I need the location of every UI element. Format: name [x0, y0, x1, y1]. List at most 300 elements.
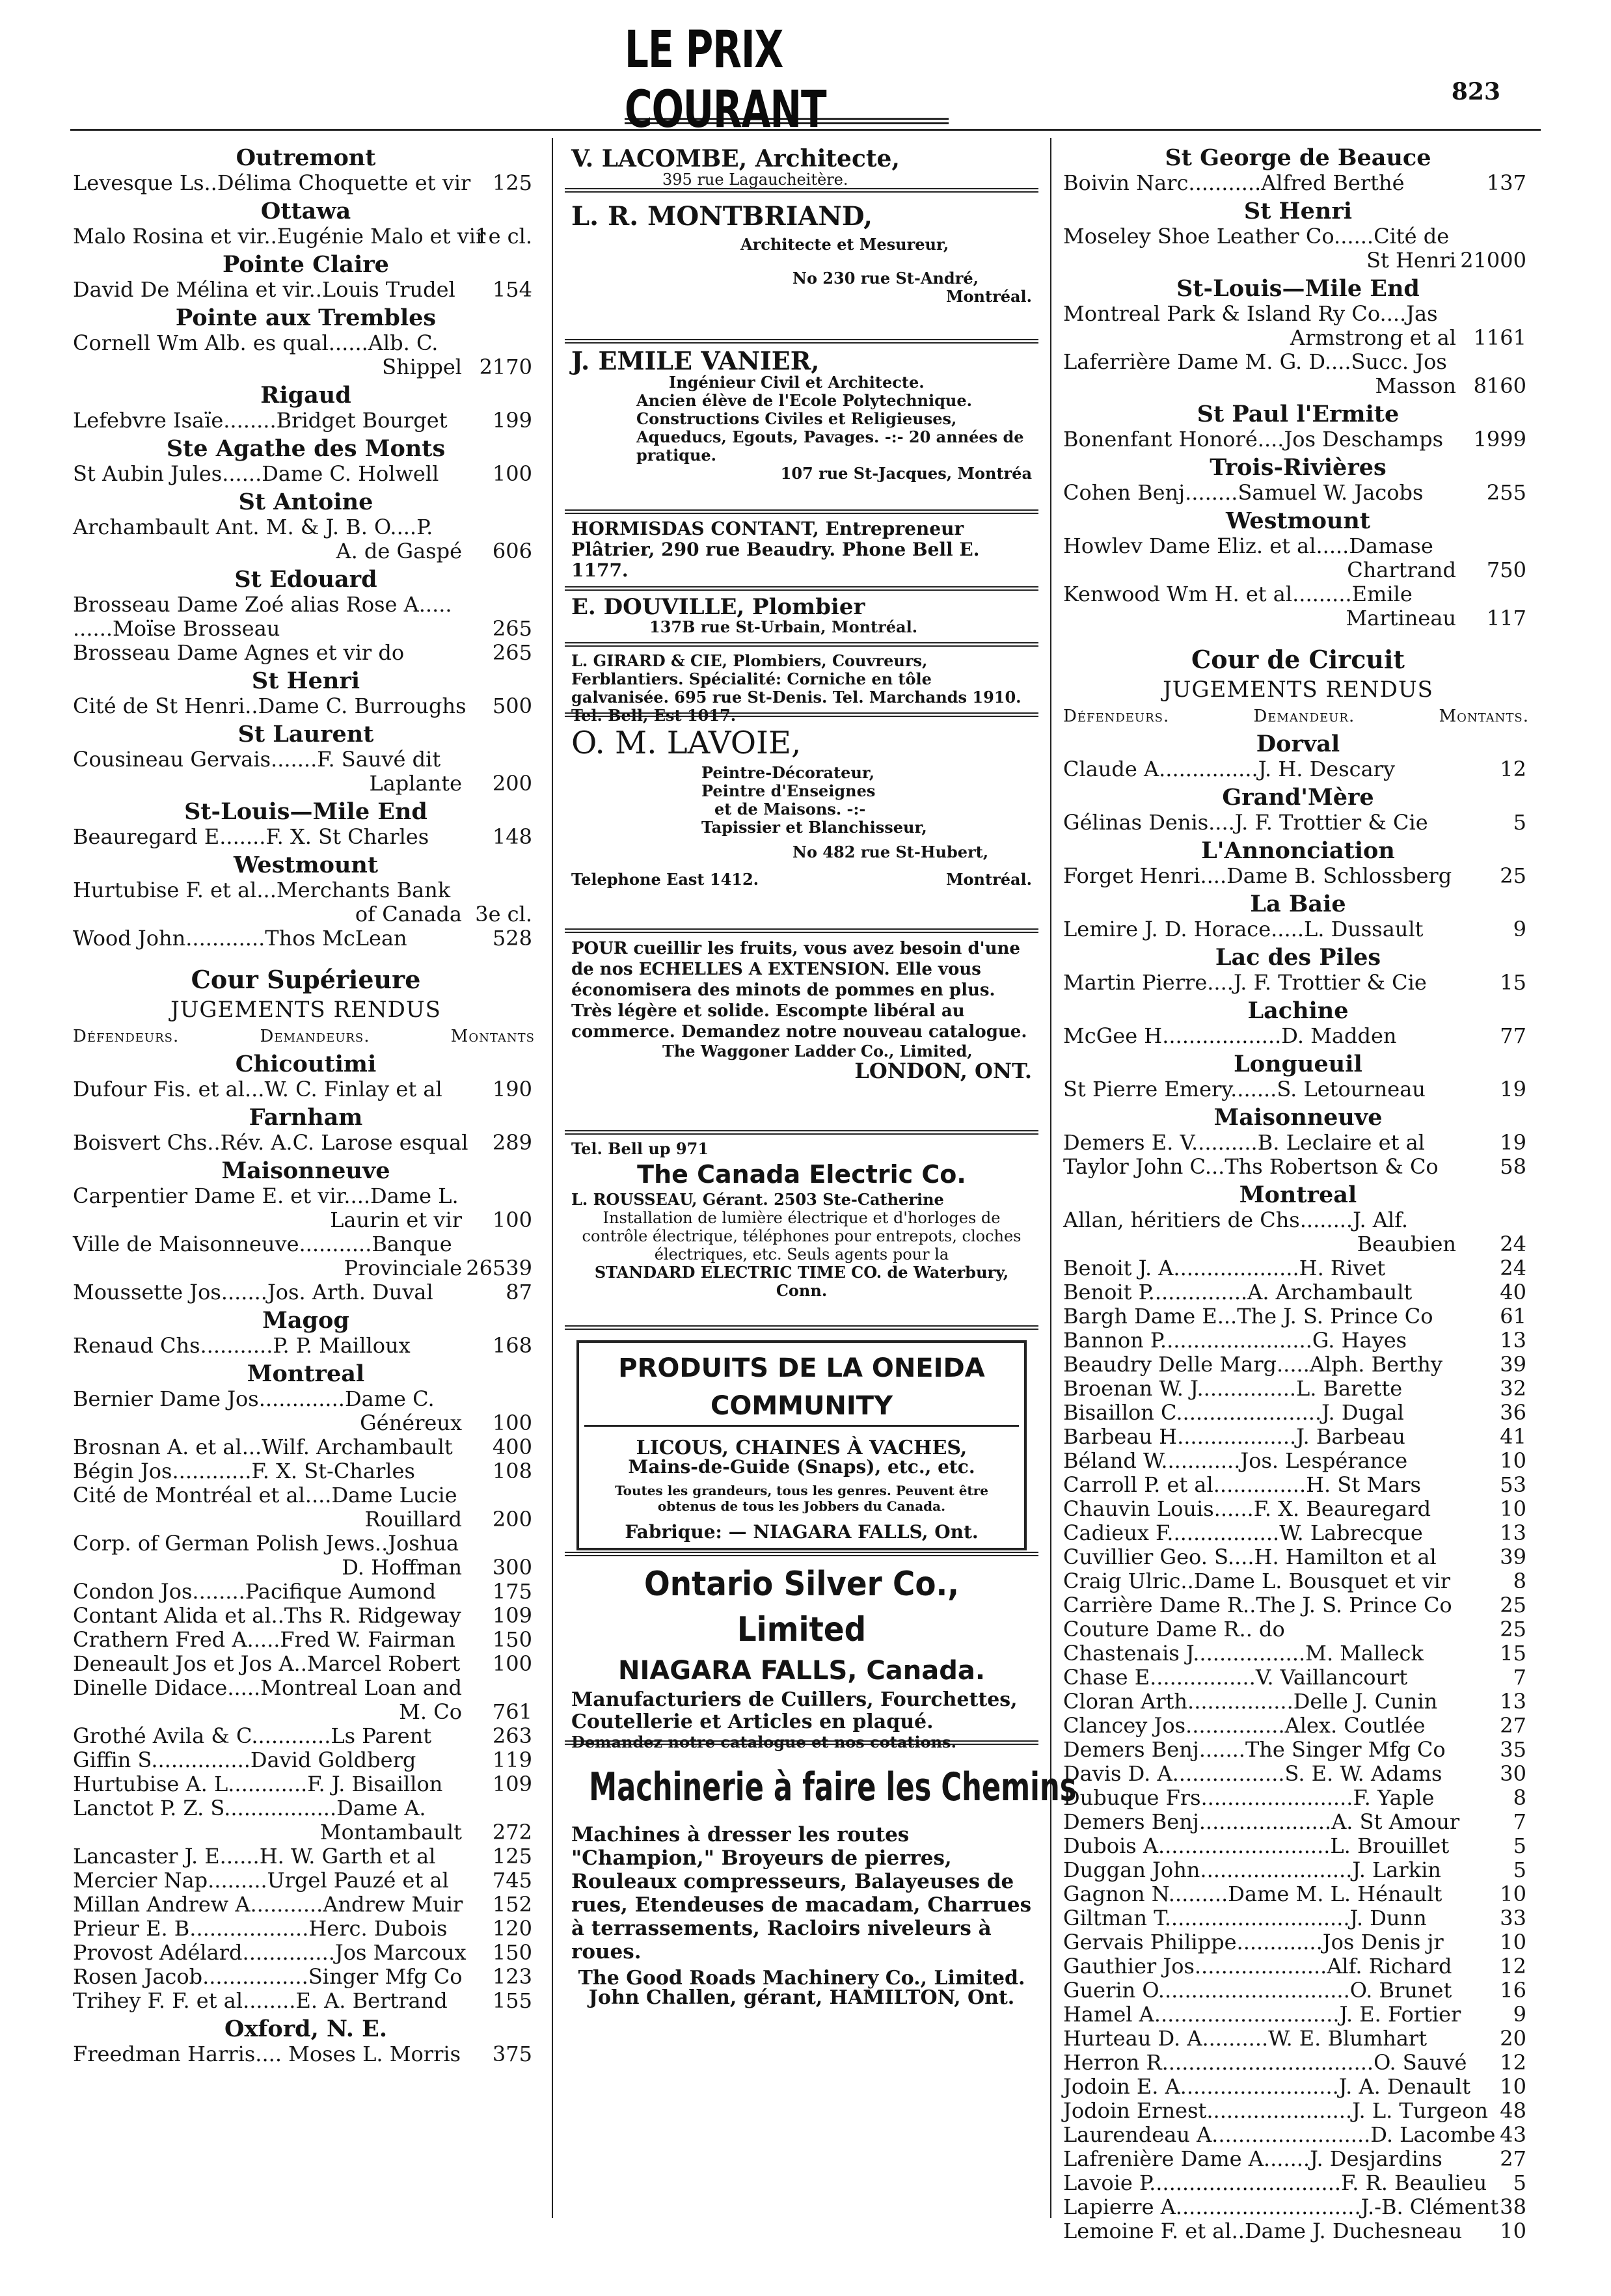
amount: 528: [492, 926, 532, 951]
parties-text: Bisaillon C......................J. Dugal: [1063, 1400, 1404, 1425]
ad-lacombe: [565, 142, 1038, 193]
ad-montbriand-city: Montréal.: [945, 287, 1032, 306]
ad-silver-text: Manufacturiers de Cuillers, Fourchettes, Coutellerie et Articles en plaqué.: [571, 1688, 1018, 1733]
parties-text: Laferrière Dame M. G. D....Succ. Jos: [1063, 349, 1447, 374]
amount: 200: [492, 1507, 532, 1532]
judgment-row: [1063, 864, 1533, 888]
judgment-row: [1063, 1762, 1533, 1786]
parties-text: Demers Benj....................A. St Amour: [1063, 1809, 1460, 1834]
judgment-row-continuation: [73, 1556, 539, 1580]
section-subtitle: JUGEMENTS RENDUS: [170, 997, 441, 1023]
parties-text: Craig Ulric..Dame L. Bousquet et vir: [1063, 1569, 1450, 1593]
judgment-row-continuation: [1063, 326, 1533, 350]
parties-text: Laplante: [369, 771, 462, 796]
amount: 108: [492, 1459, 532, 1483]
judgment-row: [1063, 1714, 1533, 1738]
amount: 100: [492, 1411, 532, 1435]
amount: 10: [1500, 1930, 1526, 1954]
ad-lavoie-name: O. M. LAVOIE,: [571, 725, 802, 761]
ad-ladder-text: POUR cueillir les fruits, vous avez besoin d'une de nos ECHELLES A EXTENSION. Elle vous économisera des minots de pommes en plus. Très légère et solide. Escompte libéral au commerce. Demandez notre nouveau catalogue.: [571, 939, 1027, 1042]
parties-text: Rosen Jacob................Singer Mfg Co: [73, 1964, 463, 1989]
parties-text: Dubois A..........................L. Brouillet: [1063, 1833, 1450, 1858]
parties-text: Gélinas Denis....J. F. Trottier & Cie: [1063, 810, 1428, 835]
locality-heading: Dorval: [1256, 731, 1340, 757]
ad-roads-company: The Good Roads Machinery Co., Limited.: [578, 1967, 1025, 1990]
parties-text: Duggan John.......................J. Larkin: [1063, 1857, 1441, 1882]
judgment-row: [1063, 2075, 1533, 2099]
parties-text: Boivin Narc...........Alfred Berthé: [1063, 170, 1405, 195]
parties-text: Freedman Harris.... Moses L. Morris: [73, 2042, 461, 2066]
amount: 21000: [1460, 248, 1526, 273]
parties-text: Grothé Avila & C............Ls Parent: [73, 1723, 432, 1748]
judgment-row: [1063, 1545, 1533, 1569]
judgment-row: [73, 2042, 539, 2066]
locality-heading: St Henri: [1243, 198, 1353, 224]
judgments-list-cour-de-circuit: [1063, 731, 1533, 2243]
amount: 125: [492, 170, 532, 195]
amount: 19: [1500, 1077, 1526, 1101]
judgment-row: [73, 331, 539, 355]
amount: 100: [492, 1651, 532, 1676]
parties-text: Boisvert Chs..Rév. A.C. Larose esqual: [73, 1130, 468, 1155]
column-divider: [552, 138, 553, 2218]
parties-text: Lefebvre Isaïe........Bridget Bourget: [73, 408, 448, 433]
locality-heading: Trois-Rivières: [1210, 454, 1387, 481]
amount: 24: [1500, 1256, 1526, 1280]
judgment-row: [1063, 1425, 1533, 1449]
amount: 7: [1513, 1809, 1526, 1834]
amount: 87: [506, 1280, 532, 1304]
ad-lavoie-phone: Telephone East 1412.: [571, 870, 759, 889]
amount: 761: [492, 1699, 532, 1724]
parties-text: Carroll P. et al..............H. St Mars: [1063, 1472, 1421, 1497]
amount: 152: [492, 1892, 532, 1917]
judgment-row-continuation: [73, 902, 539, 926]
judgment-row: [1063, 1858, 1533, 1882]
amount: 109: [492, 1772, 532, 1796]
ad-roads-text: Machines à dresser les routes "Champion," Broyeurs de pierres, Rouleaux compresseurs, Balayeuses de rues, Etendeuses de macadam, Charrues à terrassements, Racloirs niveleurs à roues.: [571, 1823, 1032, 1964]
judgment-row: [73, 1628, 539, 1652]
judgment-row: [1063, 224, 1533, 249]
locality-heading: St Paul l'Ermite: [1197, 401, 1400, 427]
parties-text: Clancey Jos...............Alex. Coutlée: [1063, 1713, 1426, 1738]
judgment-row: [73, 748, 539, 772]
ad-oneida-line3: Toutes les grandeurs, tous les genres. Peuvent être obtenus de tous les Jobbers du Canada.: [615, 1483, 988, 1514]
judgment-row: [1063, 2219, 1533, 2243]
judgment-row: [1063, 1666, 1533, 1690]
ad-contant-text: HORMISDAS CONTANT, Entrepreneur Plâtrier, 290 rue Beaudry. Phone Bell E. 1177.: [571, 517, 980, 581]
ad-ladder-company: The Waggoner Ladder Co., Limited,: [662, 1042, 973, 1060]
parties-text: Condon Jos........Pacifique Aumond: [73, 1579, 437, 1604]
amount: 272: [492, 1820, 532, 1844]
amount: 10: [1500, 2219, 1526, 2243]
judgment-row: [1063, 1738, 1533, 1762]
parties-text: Demers Benj.......The Singer Mfg Co: [1063, 1737, 1446, 1762]
ad-montbriand-title: Architecte et Mesureur,: [740, 235, 949, 254]
amount: 3e cl.: [475, 902, 532, 926]
amount: 10: [1500, 2074, 1526, 2099]
judgment-row: [1063, 1329, 1533, 1353]
parties-text: Bargh Dame E...The J. S. Prince Co: [1063, 1304, 1433, 1329]
parties-text: Brosnan A. et al...Wilf. Archambault: [73, 1435, 453, 1459]
ad-silver-cta: Demandez notre catalogue et nos cotations.: [571, 1733, 956, 1751]
judgment-row: [1063, 1449, 1533, 1473]
amount: 8: [1513, 1569, 1526, 1593]
parties-text: M. Co: [399, 1699, 462, 1724]
parties-text: Cousineau Gervais.......F. Sauvé dit: [73, 747, 441, 772]
parties-text: Chauvin Louis......F. X. Beauregard: [1063, 1496, 1431, 1521]
judgment-row: [73, 1676, 539, 1700]
parties-text: Dinelle Didace.....Montreal Loan and: [73, 1675, 462, 1700]
amount: 150: [492, 1627, 532, 1652]
parties-text: Corp. of German Polish Jews..Joshua: [73, 1531, 459, 1556]
parties-text: Lafrenière Dame A.......J. Desjardins: [1063, 2146, 1442, 2171]
judgment-row: [1063, 1256, 1533, 1280]
judgment-row-continuation: [73, 1507, 539, 1532]
judgment-row: [73, 1989, 539, 2013]
amount: 12: [1500, 2050, 1526, 2075]
judgment-row: [73, 1334, 539, 1358]
judgment-row: [1063, 1155, 1533, 1179]
amount: 120: [492, 1916, 532, 1941]
parties-text: St Aubin Jules......Dame C. Holwell: [73, 461, 439, 486]
parties-text: Barbeau H..................J. Barbeau: [1063, 1424, 1405, 1449]
amount: 53: [1500, 1472, 1526, 1497]
judgment-row: [73, 1965, 539, 1989]
parties-text: Béland W............Jos. Lespérance: [1063, 1448, 1408, 1473]
parties-text: Bannon P.......................G. Hayes: [1063, 1328, 1407, 1353]
amount: 41: [1500, 1424, 1526, 1449]
locality-heading: Oxford, N. E.: [224, 2016, 388, 2042]
locality-heading: Montreal: [247, 1360, 365, 1387]
judgment-row: [73, 1772, 539, 1796]
section-title-cour-superieure: Cour Supérieure: [191, 965, 421, 994]
judgment-row: [1063, 481, 1533, 505]
parties-text: Moussette Jos.......Jos. Arth. Duval: [73, 1280, 433, 1304]
parties-text: Mercier Nap.........Urgel Pauzé et al: [73, 1868, 449, 1893]
judgment-row: [73, 515, 539, 539]
ad-oneida: [565, 1330, 1038, 1556]
locality-heading: St Edouard: [234, 566, 377, 593]
parties-text: Cloran Arth................Delle J. Cunin: [1063, 1689, 1438, 1714]
parties-text: Bonenfant Honoré....Jos Deschamps: [1063, 427, 1444, 452]
judgment-row-continuation: [73, 1256, 539, 1280]
amount: 400: [492, 1435, 532, 1459]
judgment-row: [73, 617, 539, 641]
parties-text: Hamel A............................J. E. Fortier: [1063, 2002, 1461, 2027]
amount: 606: [492, 539, 532, 563]
judgment-row: [1063, 2099, 1533, 2123]
judgment-row: [73, 1917, 539, 1941]
parties-text: Chase E................V. Vaillancourt: [1063, 1665, 1408, 1690]
judgment-row: [1063, 2171, 1533, 2195]
parties-text: Chastenais J.................M. Malleck: [1063, 1641, 1424, 1666]
parties-text: Benoit P...............A. Archambault: [1063, 1280, 1413, 1304]
parties-text: St Henri: [1366, 248, 1456, 273]
parties-text: Martineau: [1346, 606, 1456, 630]
ad-vanier-name: J. EMILE VANIER,: [571, 346, 820, 375]
amount: 33: [1500, 1906, 1526, 1930]
judgment-row: [1063, 811, 1533, 835]
parties-text: Lanctot P. Z. S.................Dame A.: [73, 1796, 426, 1820]
ad-lavoie-city: Montréal.: [945, 870, 1032, 889]
judgment-row: [73, 1604, 539, 1628]
parties-text: Deneault Jos et Jos A..Marcel Robert: [73, 1651, 461, 1676]
amount: 100: [492, 461, 532, 486]
amount: 155: [492, 1988, 532, 2013]
judgment-row: [73, 1580, 539, 1604]
parties-text: Moseley Shoe Leather Co......Cité de: [1063, 224, 1450, 249]
ad-lavoie-footer: [571, 871, 1032, 889]
parties-text: D. Hoffman: [342, 1555, 462, 1580]
parties-text: Claude A...............J. H. Descary: [1063, 757, 1396, 781]
parties-text: Laurendeau A........................D. Lacombe: [1063, 2122, 1496, 2147]
ad-douville-name: E. DOUVILLE, Plombier: [571, 594, 865, 620]
amount: 25: [1500, 1617, 1526, 1641]
left-column: [73, 142, 539, 2066]
locality-heading: Ste Agathe des Monts: [166, 435, 446, 462]
parties-text: Provinciale: [344, 1256, 462, 1280]
amount: 40: [1500, 1280, 1526, 1304]
judgment-row: [1063, 1834, 1533, 1858]
heading-defendeurs: Défendeurs.: [73, 1027, 180, 1046]
parties-text: Couture Dame R.. do: [1063, 1617, 1285, 1641]
parties-text: Prieur E. B..................Herc. Dubois: [73, 1916, 448, 1941]
ad-oneida-title: PRODUITS DE LA ONEIDA COMMUNITY: [584, 1349, 1019, 1427]
parties-text: Trihey F. F. et al........E. A. Bertrand: [73, 1988, 448, 2013]
parties-text: Giltman T............................J. Dunn: [1063, 1906, 1427, 1930]
judgment-row: [1063, 2195, 1533, 2219]
judgment-row-continuation: [1063, 606, 1533, 630]
parties-text: Contant Alida et al..Ths R. Ridgeway: [73, 1603, 461, 1628]
parties-text: Shippel: [382, 355, 462, 379]
judgment-row: [1063, 1906, 1533, 1930]
amount: 263: [492, 1723, 532, 1748]
judgment-row: [73, 1483, 539, 1507]
locality-heading: St-Louis—Mile End: [184, 798, 427, 825]
amount: 190: [492, 1077, 532, 1101]
amount: 10: [1500, 1448, 1526, 1473]
amount: 150: [492, 1940, 532, 1965]
judgment-row: [73, 1652, 539, 1676]
judgment-row: [1063, 1280, 1533, 1304]
parties-text: Hurtubise F. et al...Merchants Bank: [73, 878, 451, 902]
parties-text: Cité de St Henri..Dame C. Burroughs: [73, 694, 467, 718]
locality-heading: Pointe Claire: [223, 251, 389, 278]
judgment-row: [1063, 1593, 1533, 1617]
parties-text: Dubuque Frs.......................F. Yaple: [1063, 1785, 1435, 1810]
ad-lavoie-line3: et de Maisons. -:-: [714, 800, 866, 818]
parties-text: Jodoin Ernest......................J. L. Turgeon: [1063, 2098, 1488, 2123]
amount: 12: [1500, 1954, 1526, 1979]
parties-text: Demers E. V..........B. Leclaire et al: [1063, 1130, 1425, 1155]
judgment-row: [1063, 1786, 1533, 1810]
judgment-row: [1063, 757, 1533, 781]
parties-text: Lapierre A............................J.-B. Clément: [1063, 2195, 1499, 2219]
amount: 154: [492, 277, 532, 302]
parties-text: Lemoine F. et al..Dame J. Duchesneau: [1063, 2219, 1463, 2243]
parties-text: Allan, héritiers de Chs........J. Alf.: [1063, 1208, 1408, 1232]
ad-oneida-box: [576, 1340, 1027, 1550]
amount: 5: [1513, 2170, 1526, 2195]
parties-text: Beaubien: [1357, 1232, 1456, 1256]
amount: 24: [1500, 1232, 1526, 1256]
judgment-row: [73, 1077, 539, 1101]
amount: 10: [1500, 1882, 1526, 1906]
judgment-row-continuation: [73, 1820, 539, 1844]
judgment-row-continuation: [73, 1208, 539, 1232]
amount: 39: [1500, 1352, 1526, 1377]
parties-text: Rouillard: [364, 1507, 462, 1532]
amount: 15: [1500, 1641, 1526, 1666]
parties-text: Lemire J. D. Horace.....L. Dussault: [1063, 917, 1424, 941]
judgment-row: [73, 1387, 539, 1411]
amount: 148: [492, 824, 532, 849]
judgment-row: [1063, 1304, 1533, 1329]
parties-text: David De Mélina et vir..Louis Trudel: [73, 277, 455, 302]
amount: 61: [1500, 1304, 1526, 1329]
judgment-row: [1063, 1617, 1533, 1641]
locality-heading: Outremont: [236, 144, 376, 171]
judgment-row: [73, 1435, 539, 1459]
judgments-list-top: [73, 145, 539, 951]
ad-roads-title: Machinerie à faire les Chemins: [589, 1764, 1077, 1810]
judgment-row: [1063, 1353, 1533, 1377]
amount: 9: [1513, 2002, 1526, 2027]
parties-text: Généreux: [360, 1411, 462, 1435]
amount: 137: [1486, 170, 1526, 195]
parties-text: Brosseau Dame Zoé alias Rose A.....: [73, 592, 452, 617]
locality-heading: St Laurent: [237, 721, 374, 748]
judgment-row: [73, 1532, 539, 1556]
judgment-row: [73, 1893, 539, 1917]
parties-text: ......Moïse Brosseau: [73, 616, 280, 641]
locality-heading: Montreal: [1239, 1182, 1357, 1208]
judgment-row-continuation: [73, 772, 539, 796]
amount: 117: [1486, 606, 1526, 630]
parties-text: Kenwood Wm H. et al.........Emile: [1063, 582, 1413, 606]
judgments-list-top-right: [1063, 145, 1533, 630]
parties-text: Bernier Dame Jos.............Dame C.: [73, 1386, 435, 1411]
amount: 20: [1500, 2026, 1526, 2051]
judgment-row-continuation: [73, 539, 539, 563]
judgment-row: [1063, 2003, 1533, 2027]
ad-canada-electric: [565, 1135, 1038, 1330]
judgment-row: [73, 1748, 539, 1772]
judgment-row: [73, 694, 539, 718]
judgment-row-continuation: [73, 355, 539, 379]
judgment-row: [73, 926, 539, 951]
judgment-row: [1063, 1954, 1533, 1979]
judgment-row: [1063, 1810, 1533, 1834]
amount: 8: [1513, 1785, 1526, 1810]
ad-lavoie: [565, 717, 1038, 933]
amount: 15: [1500, 970, 1526, 995]
ad-waggoner-ladder: [565, 933, 1038, 1135]
parties-text: Forget Henri....Dame B. Schlossberg: [1063, 863, 1452, 888]
right-column: [1063, 142, 1533, 2243]
parties-text: Lavoie P.............................F. R. Beaulieu: [1063, 2170, 1487, 2195]
judgment-row: [1063, 534, 1533, 558]
judgment-row: [1063, 1077, 1533, 1101]
judgment-row: [1063, 1131, 1533, 1155]
locality-heading: Grand'Mère: [1222, 784, 1374, 811]
ad-lavoie-address: No 482 rue St-Hubert,: [792, 843, 989, 861]
locality-heading: Ottawa: [260, 198, 351, 224]
parties-text: Laurin et vir: [330, 1208, 462, 1232]
amount: 5: [1513, 1857, 1526, 1882]
ad-electric-text: Installation de lumière électrique et d'horloges de contrôle électrique, téléphones pour entrepots, cloches électriques, etc. Seuls agents pour la: [582, 1209, 1022, 1263]
parties-text: Gagnon N.........Dame M. L. Hénault: [1063, 1882, 1442, 1906]
ad-oneida-line2: Mains-de-Guide (Snaps), etc., etc.: [628, 1456, 975, 1478]
judgment-row: [1063, 1401, 1533, 1425]
locality-heading: St George de Beauce: [1165, 144, 1431, 171]
judgment-row: [73, 1844, 539, 1869]
judgment-row: [73, 1280, 539, 1304]
judgments-list-cour-superieure: [73, 1051, 539, 2066]
amount: 13: [1500, 1328, 1526, 1353]
amount: 27: [1500, 1713, 1526, 1738]
ad-douville-address: 137B rue St-Urbain, Montréal.: [649, 617, 918, 636]
parties-text: Benoit J. A...................H. Rivet: [1063, 1256, 1386, 1280]
amount: 168: [492, 1333, 532, 1358]
amount: 36: [1500, 1400, 1526, 1425]
page-header: [0, 0, 1611, 140]
parties-text: Armstrong et al: [1290, 325, 1456, 350]
ad-silver-city: NIAGARA FALLS, Canada.: [617, 1656, 986, 1686]
judgment-row: [1063, 350, 1533, 374]
parties-text: Davis D. A.................S. E. W. Adams: [1063, 1761, 1442, 1786]
locality-heading: Maisonneuve: [1213, 1104, 1383, 1131]
parties-text: Montambault: [319, 1820, 462, 1844]
amount: 77: [1500, 1023, 1526, 1048]
parties-text: Millan Andrew A...........Andrew Muir: [73, 1892, 463, 1917]
parties-text: Broenan W. J...............L. Barette: [1063, 1376, 1403, 1401]
judgment-row: [1063, 1690, 1533, 1714]
parties-text: Carrière Dame R..The J. S. Prince Co: [1063, 1593, 1452, 1617]
parties-text: Lancaster J. E......H. W. Garth et al: [73, 1844, 436, 1869]
parties-text: Gervais Philippe.............Jos Denis jr: [1063, 1930, 1444, 1954]
amount: 19: [1500, 1130, 1526, 1155]
judgment-row: [1063, 1569, 1533, 1593]
parties-text: Hurteau D. A..........W. E. Blumhart: [1063, 2026, 1428, 2051]
amount: 12: [1500, 757, 1526, 781]
heading-defendeurs: Défendeurs.: [1063, 707, 1170, 726]
amount: 13: [1500, 1520, 1526, 1545]
parties-text: Carpentier Dame E. et vir....Dame L.: [73, 1183, 459, 1208]
parties-text: Cuvillier Geo. S....H. Hamilton et al: [1063, 1545, 1437, 1569]
judgment-row: [1063, 1377, 1533, 1401]
parties-text: Crathern Fred A.....Fred W. Fairman: [73, 1627, 455, 1652]
judgment-row: [73, 1941, 539, 1965]
ad-douville: [565, 591, 1038, 647]
amount: 8160: [1473, 373, 1526, 398]
heading-demandeurs: Demandeurs.: [260, 1027, 370, 1046]
amount: 58: [1500, 1154, 1526, 1179]
parties-text: Hurtubise A. L............F. J. Bisaillon: [73, 1772, 443, 1796]
amount: 10: [1500, 1496, 1526, 1521]
ad-lavoie-line2: Peintre d'Enseignes: [701, 781, 876, 800]
judgment-row: [1063, 2123, 1533, 2147]
amount: 119: [492, 1748, 532, 1772]
judgment-row: [73, 1796, 539, 1820]
judgment-row: [1063, 171, 1533, 195]
amount: 2170: [479, 355, 532, 379]
locality-heading: L'Annonciation: [1201, 837, 1395, 864]
parties-text: Martin Pierre....J. F. Trottier & Cie: [1063, 970, 1427, 995]
amount: 265: [492, 640, 532, 665]
judgment-row: [1063, 427, 1533, 452]
